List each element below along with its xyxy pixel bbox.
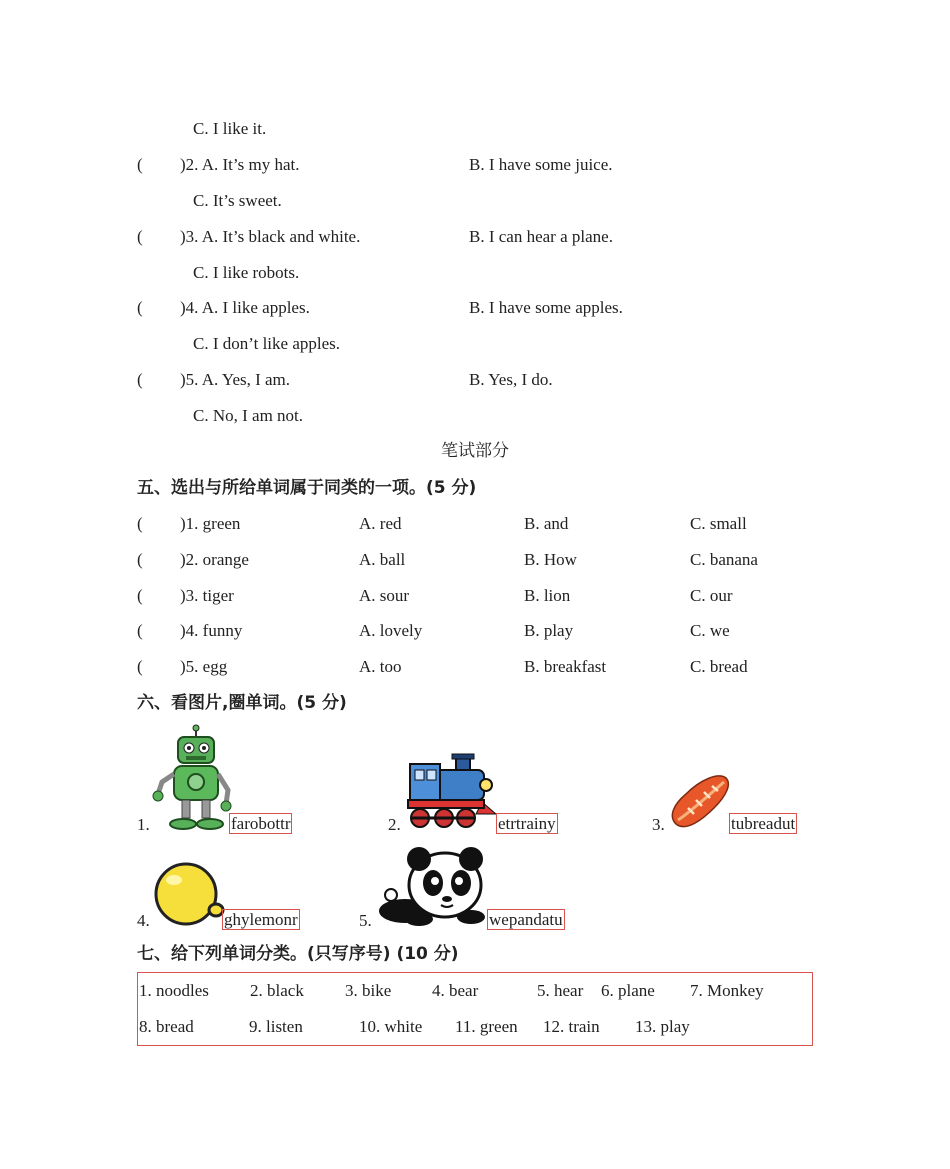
option-c: C. bread [690,657,748,676]
item-number: 3. [652,815,665,834]
word-item: 1. noodles [139,981,209,1000]
lemon-icon [152,858,226,928]
option-b: B. breakfast [524,657,607,676]
word-item: 4. bear [432,981,479,1000]
option-b: B. lion [524,586,571,605]
option-c: C. small [690,514,747,533]
word-item: 3. bike [345,981,392,1000]
option-text: )2. A. It’s my hat. [180,155,300,174]
word-item: 5. hear [537,981,584,1000]
letter-string: ghylemonr [224,910,298,929]
word-item: 13. play [635,1017,690,1036]
option-text: B. I have some apples. [469,298,623,317]
item-number: 5. [359,911,372,930]
option-text: )5. A. Yes, I am. [180,370,291,389]
question-word: )1. green [180,514,241,533]
option-text: C. It’s sweet. [193,191,282,210]
section6-title: 六、看图片,圈单词。(5 分) [137,693,347,713]
answer-paren: ( [137,621,143,640]
word-item: 10. white [359,1017,423,1036]
option-a: A. lovely [359,621,423,640]
letter-string: wepandatu [489,910,563,929]
option-c: C. our [690,586,733,605]
option-b: B. and [524,514,569,533]
question-word: )4. funny [180,621,243,640]
question-word: )5. egg [180,657,228,676]
word-item: 7. Monkey [690,981,764,1000]
answer-paren: ( [137,514,143,533]
option-text: C. I like it. [193,119,267,138]
item-number: 2. [388,815,401,834]
option-text: B. I can hear a plane. [469,227,613,246]
answer-paren: ( [137,227,143,246]
section5-title: 五、选出与所给单词属于同类的一项。(5 分) [137,478,477,498]
section7-title: 七、给下列单词分类。(只写序号) (10 分) [137,944,459,964]
item-number: 4. [137,911,150,930]
word-item: 6. plane [601,981,655,1000]
answer-paren: ( [137,657,143,676]
train-icon [404,752,496,832]
option-text: B. Yes, I do. [469,370,553,389]
option-a: A. ball [359,550,406,569]
written-part-title: 笔试部分 [441,441,509,461]
option-text: C. No, I am not. [193,406,304,425]
word-item: 9. listen [249,1017,303,1036]
answer-paren: ( [137,550,143,569]
option-a: A. too [359,657,402,676]
item-number: 1. [137,815,150,834]
letter-string: farobottr [231,814,291,833]
option-b: B. play [524,621,574,640]
word-item: 2. black [250,981,304,1000]
answer-paren: ( [137,298,143,317]
option-text: )4. A. I like apples. [180,298,310,317]
word-item: 8. bread [139,1017,194,1036]
word-item: 12. train [543,1017,600,1036]
option-a: A. red [359,514,402,533]
option-text: B. I have some juice. [469,155,613,174]
panda-icon [375,845,487,927]
option-text: C. I don’t like apples. [193,334,340,353]
answer-paren: ( [137,370,143,389]
answer-paren: ( [137,586,143,605]
option-text: )3. A. It’s black and white. [180,227,361,246]
question-word: )2. orange [180,550,249,569]
option-b: B. How [524,550,577,569]
robot-icon [152,724,234,832]
option-a: A. sour [359,586,410,605]
option-c: C. we [690,621,730,640]
letter-string: tubreadut [731,814,796,833]
option-text: C. I like robots. [193,263,300,282]
word-item: 11. green [455,1017,518,1036]
answer-paren: ( [137,155,143,174]
bread-icon [668,770,732,832]
letter-string: etrtrainy [498,814,556,833]
question-word: )3. tiger [180,586,234,605]
option-c: C. banana [690,550,758,569]
